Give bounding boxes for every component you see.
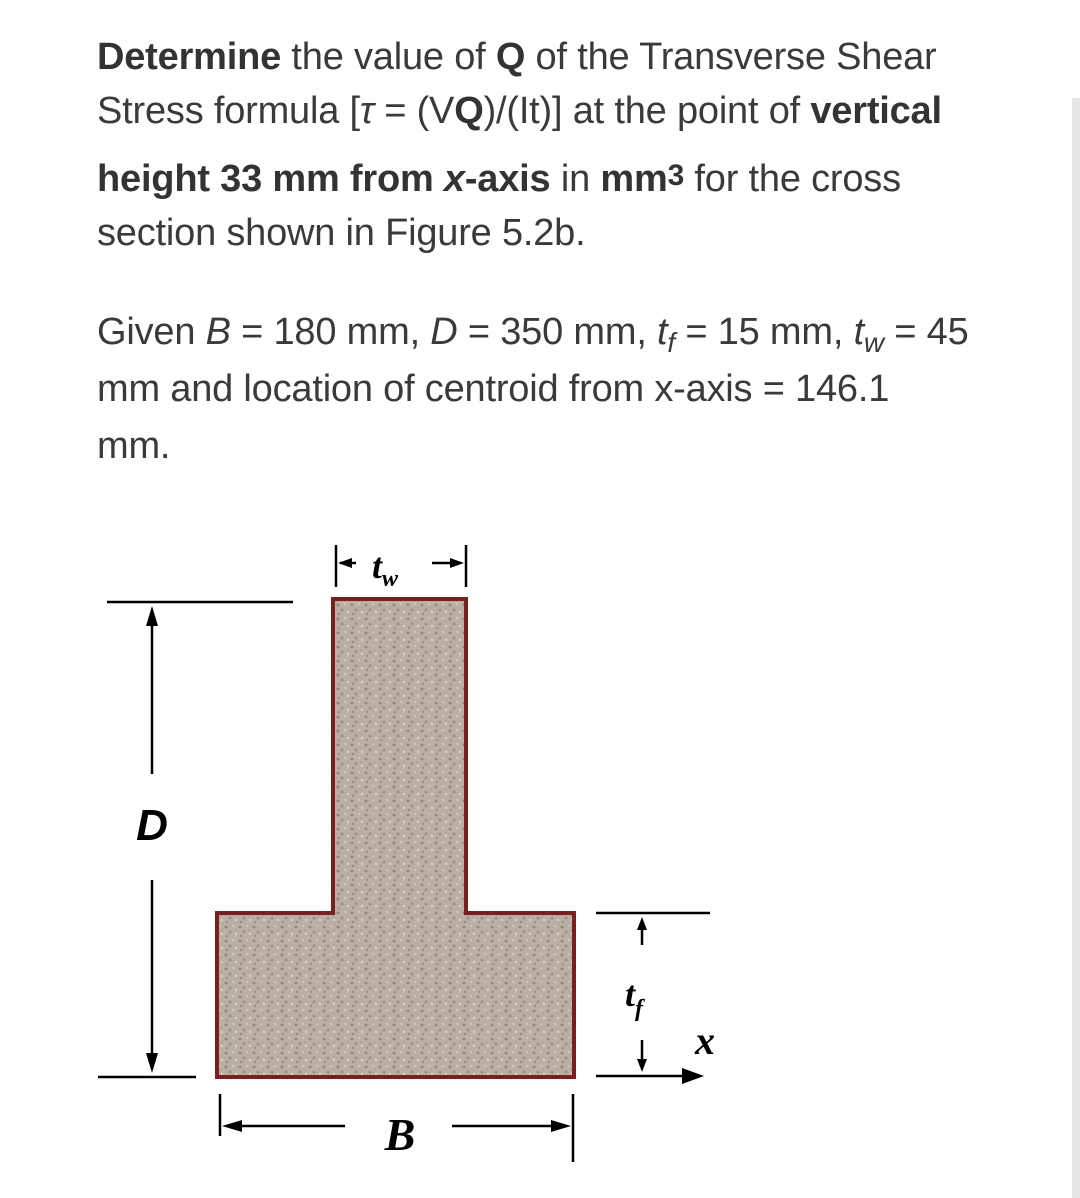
- dimension-b-arrow-right: [551, 1120, 571, 1132]
- question-line-2: Stress formula [τ = (VQ)/(It)] at the point of vertical: [97, 90, 942, 132]
- label-d: D: [136, 801, 168, 850]
- dimension-d-arrow-top: [146, 606, 158, 626]
- label-tf: $t_f$: [625, 974, 644, 1022]
- given-line-1: Given B = 180 mm, D = 350 mm, $t_f = 15$ mm, $t_w = 45$: [97, 311, 969, 358]
- question-text: [97, 30, 1057, 260]
- question-line-1: Determine the value of Q of the Transverse Shear: [97, 36, 937, 78]
- dimension-tw-arrow-left: [338, 558, 352, 568]
- label-tw: $t_w$: [372, 546, 399, 592]
- label-b: B: [384, 1109, 416, 1160]
- t-section-figure: [0, 520, 1080, 1198]
- dimension-b-arrow-left: [222, 1120, 242, 1132]
- given-line-3: mm.: [97, 425, 171, 467]
- t-section-shape: [217, 599, 574, 1077]
- bold-q: Q: [495, 36, 526, 78]
- dimension-tf: [596, 913, 710, 1076]
- tau-symbol: τ: [359, 90, 374, 132]
- question-line-3: height 33 mm from x-axis in $mm^3$ for the cross: [97, 158, 901, 200]
- given-text: [97, 304, 1057, 475]
- dimension-tw: [336, 545, 466, 587]
- question-line-4: section shown in Figure 5.2b.: [97, 212, 586, 254]
- dimension-d-arrow-bottom: [146, 1053, 158, 1073]
- label-x: x: [695, 1018, 715, 1063]
- bold-determine: Determine: [97, 36, 282, 78]
- given-line-2: mm and location of centroid from x-axis = 146.1: [97, 368, 890, 410]
- dimension-tf-arrow-top: [637, 917, 647, 930]
- dimension-tw-arrow-right: [450, 558, 464, 568]
- x-axis-arrow: [682, 1068, 704, 1084]
- dimension-tf-arrow-bottom: [637, 1059, 647, 1072]
